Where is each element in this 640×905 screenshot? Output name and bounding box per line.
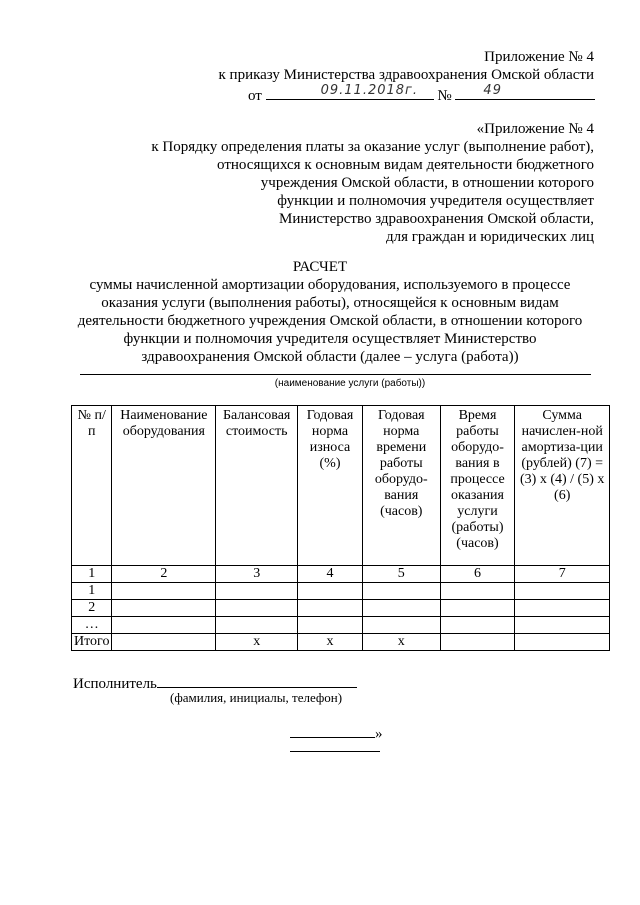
sub-appendix-line: учреждения Омской области, в отношении которого [260, 175, 594, 191]
number-field [455, 84, 595, 100]
header-cell: Наименование оборудования [112, 406, 216, 566]
executor-field [157, 673, 357, 688]
table-cell [440, 600, 515, 617]
table-cell [112, 600, 216, 617]
table-cell: х [362, 634, 440, 651]
subtitle-line: функции и полномочия учредителя осуществляет Министерство [123, 331, 537, 347]
table-cell [362, 617, 440, 634]
table-row [72, 600, 610, 617]
signature-field [290, 723, 375, 738]
column-number-cell: 3 [216, 566, 298, 583]
table-cell [440, 617, 515, 634]
table-cell [216, 583, 298, 600]
subtitle-line: суммы начисленной амортизации оборудования, используемого в процессе [89, 277, 571, 293]
table-cell [515, 600, 610, 617]
date-field [266, 84, 434, 100]
table-row [72, 617, 610, 634]
sub-appendix-line: относящихся к основным видам деятельности бюджетного [217, 157, 594, 173]
signature-line-2 [290, 751, 380, 752]
header-cell: Балансовая стоимость [216, 406, 298, 566]
table-cell [440, 583, 515, 600]
table-row [72, 583, 610, 600]
column-number-cell: 6 [440, 566, 515, 583]
table-cell [515, 634, 610, 651]
document-title: РАСЧЕТ [292, 259, 348, 275]
header-cell: Годовая норма времени работы оборудо-вания (часов) [362, 406, 440, 566]
table-cell [298, 583, 363, 600]
table-cell [298, 617, 363, 634]
table-cell [112, 617, 216, 634]
sub-appendix-line: для граждан и юридических лиц [385, 229, 594, 245]
header-cell: Время работы оборудо-вания в процессе оказания услуги (работы) (часов) [440, 406, 515, 566]
table-cell [440, 634, 515, 651]
column-number-cell: 2 [112, 566, 216, 583]
amortization-table [71, 405, 610, 651]
table-cell [112, 583, 216, 600]
table-header-row [72, 406, 610, 566]
table-cell: х [216, 634, 298, 651]
table-cell: 2 [72, 600, 112, 617]
header-cell: Сумма начислен-ной амортиза-ции (рублей) (7) = (3) х (4) / (5) х (6) [515, 406, 610, 566]
subtitle-line: деятельности бюджетного учреждения Омской области, в отношении которого [77, 313, 583, 329]
executor-label: Исполнитель [73, 676, 157, 692]
header-cell: Годовая норма износа (%) [298, 406, 363, 566]
table-cell [298, 600, 363, 617]
handwritten-number: 49 [483, 83, 502, 98]
column-number-cell: 5 [362, 566, 440, 583]
appendix-line-1: Приложение № 4 [484, 49, 594, 65]
table-cell [515, 583, 610, 600]
table-cell [515, 617, 610, 634]
table-cell [112, 634, 216, 651]
sub-appendix-line: к Порядку определения платы за оказание услуг (выполнение работ), [151, 139, 594, 155]
table-cell: 1 [72, 583, 112, 600]
table-cell [216, 617, 298, 634]
table-cell [362, 600, 440, 617]
column-number-cell: 4 [298, 566, 363, 583]
executor-caption: (фамилия, инициалы, телефон) [170, 690, 343, 705]
table-row [72, 634, 610, 651]
table-cell: Итого [72, 634, 112, 651]
table-cell [362, 583, 440, 600]
closing-quote: » [375, 726, 383, 742]
from-label: от [248, 88, 262, 104]
subtitle-line: здравоохранения Омской области (далее – услуга (работа)) [141, 349, 519, 365]
sub-appendix-line: функции и полномочия учредителя осуществляет [277, 193, 594, 209]
sub-appendix-line: «Приложение № 4 [476, 121, 594, 137]
column-number-cell: 7 [515, 566, 610, 583]
appendix-line-2: к приказу Министерства здравоохранения Омской области [218, 67, 594, 83]
order-date-number-line [248, 84, 595, 105]
service-name-caption: (наименование услуги (работы)) [274, 378, 426, 389]
subtitle-line: оказания услуги (выполнения работы), относящейся к основным видам [101, 295, 559, 311]
header-cell: № п/п [72, 406, 112, 566]
service-name-line [80, 374, 591, 375]
signature-line-1 [290, 723, 383, 743]
column-number-cell: 1 [72, 566, 112, 583]
handwritten-date: 09.11.2018г. [320, 83, 419, 98]
table-cell: х [298, 634, 363, 651]
number-label: № [437, 88, 452, 104]
table-cell: … [72, 617, 112, 634]
sub-appendix-line: Министерство здравоохранения Омской области, [278, 211, 594, 227]
table-cell [216, 600, 298, 617]
column-number-row [72, 566, 610, 583]
